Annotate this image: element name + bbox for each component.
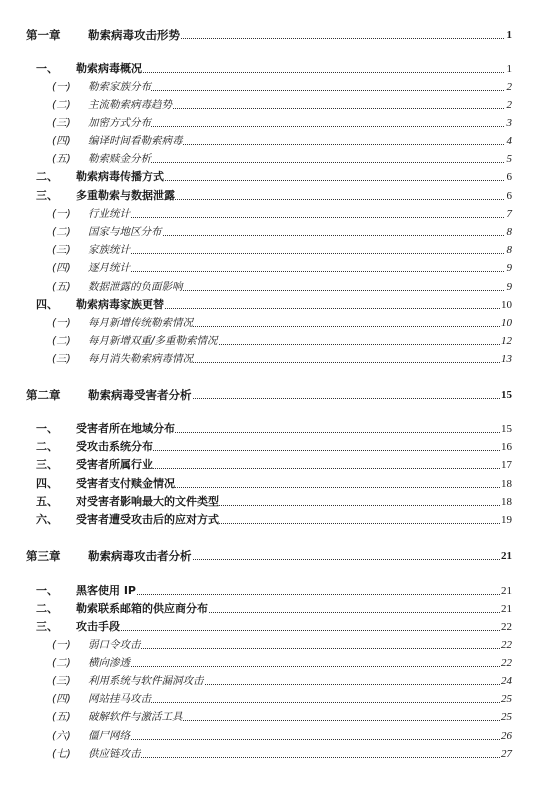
entry-title: 受害者所在地域分布 <box>76 422 175 435</box>
entry-title: 对受害者影响最大的文件类型 <box>76 495 219 508</box>
entry-number: (一) <box>52 81 71 93</box>
entry-page: 8 <box>506 226 512 238</box>
entry-page: 10 <box>501 299 512 311</box>
dot-leader <box>90 702 504 703</box>
entry-page: 24 <box>501 675 512 687</box>
toc-entry-subsection[interactable] <box>0 709 557 725</box>
toc-entry-subsection[interactable] <box>0 655 557 671</box>
entry-number: (五) <box>52 711 71 723</box>
entry-page: 15 <box>501 423 512 435</box>
toc-entry-subsection[interactable] <box>0 691 557 707</box>
entry-page: 15 <box>501 389 512 401</box>
entry-title: 每月新增传统勒索情况 <box>88 317 193 329</box>
entry-title: 勒索病毒攻击者分析 <box>88 549 192 563</box>
toc-entry-section[interactable] <box>0 297 557 313</box>
toc-entry-subsection[interactable] <box>0 224 557 240</box>
entry-page: 19 <box>501 514 512 526</box>
toc-entry-section[interactable] <box>0 421 557 437</box>
entry-number: 四、 <box>36 298 58 311</box>
entry-title: 每月新增双重/多重勒索情况 <box>88 335 218 347</box>
entry-number: (四) <box>52 262 71 274</box>
toc-entry-section[interactable] <box>0 188 557 204</box>
entry-page: 18 <box>501 478 512 490</box>
entry-number: (二) <box>52 99 71 111</box>
entry-title: 受害者遭受攻击后的应对方式 <box>76 513 219 526</box>
entry-title: 弱口令攻击 <box>88 639 141 651</box>
toc-entry-section[interactable] <box>0 476 557 492</box>
toc-entry-section[interactable] <box>0 619 557 635</box>
entry-page: 18 <box>501 496 512 508</box>
toc-entry-subsection[interactable] <box>0 637 557 653</box>
entry-title: 利用系统与软件漏洞攻击 <box>88 675 204 687</box>
toc-entry-section[interactable] <box>0 512 557 528</box>
entry-title: 编译时间看勒索病毒 <box>88 135 183 147</box>
entry-number: (六) <box>52 730 71 742</box>
entry-number: 一、 <box>36 62 58 75</box>
toc-entry-chapter[interactable] <box>0 387 557 403</box>
entry-number: 六、 <box>36 513 58 526</box>
toc-entry-section[interactable] <box>0 61 557 77</box>
entry-title: 勒索赎金分析 <box>88 153 151 165</box>
entry-number: 第三章 <box>26 549 61 563</box>
entry-page: 6 <box>506 171 512 183</box>
entry-number: 三、 <box>36 458 58 471</box>
dot-leader <box>90 162 504 163</box>
entry-number: (五) <box>52 281 71 293</box>
entry-title: 攻击手段 <box>76 620 120 633</box>
entry-page: 9 <box>506 281 512 293</box>
entry-page: 16 <box>501 441 512 453</box>
entry-number: 二、 <box>36 602 58 615</box>
entry-page: 2 <box>506 81 512 93</box>
toc-entry-subsection[interactable] <box>0 151 557 167</box>
dot-leader <box>90 757 504 758</box>
entry-title: 数据泄露的负面影响 <box>88 281 183 293</box>
toc-entry-section[interactable] <box>0 457 557 473</box>
entry-number: 二、 <box>36 440 58 453</box>
dot-leader <box>90 648 504 649</box>
entry-title: 勒索联系邮箱的供应商分布 <box>76 602 208 615</box>
dot-leader <box>90 90 504 91</box>
entry-number: 二、 <box>36 170 58 183</box>
entry-number: (三) <box>52 353 71 365</box>
entry-title: 勒索病毒传播方式 <box>76 170 164 183</box>
entry-page: 2 <box>506 99 512 111</box>
entry-number: (二) <box>52 657 71 669</box>
toc-entry-subsection[interactable] <box>0 728 557 744</box>
entry-number: 五、 <box>36 495 58 508</box>
entry-title: 加密方式分布 <box>88 117 151 129</box>
entry-number: (二) <box>52 335 71 347</box>
toc-entry-section[interactable] <box>0 439 557 455</box>
entry-title: 行业统计 <box>88 208 130 220</box>
toc-entry-section[interactable] <box>0 583 557 599</box>
entry-page: 22 <box>501 639 512 651</box>
entry-title: 勒索病毒受害者分析 <box>88 388 192 402</box>
entry-number: (五) <box>52 153 71 165</box>
entry-page: 17 <box>501 459 512 471</box>
toc-entry-subsection[interactable] <box>0 315 557 331</box>
toc-entry-section[interactable] <box>0 169 557 185</box>
entry-page: 1 <box>506 29 512 41</box>
toc-entry-subsection[interactable] <box>0 97 557 113</box>
entry-title: 勒索病毒家族更替 <box>76 298 164 311</box>
entry-number: (一) <box>52 639 71 651</box>
toc-entry-subsection[interactable] <box>0 115 557 131</box>
dot-leader <box>90 217 504 218</box>
entry-number: (四) <box>52 693 71 705</box>
toc-entry-subsection[interactable] <box>0 133 557 149</box>
toc-entry-subsection[interactable] <box>0 279 557 295</box>
entry-title: 网站挂马攻击 <box>88 693 151 705</box>
entry-title: 家族统计 <box>88 244 130 256</box>
entry-title: 勒索病毒攻击形势 <box>88 28 180 42</box>
entry-page: 10 <box>501 317 512 329</box>
entry-title: 勒索家族分布 <box>88 81 151 93</box>
entry-number: (三) <box>52 675 71 687</box>
dot-leader <box>90 666 504 667</box>
toc-entry-subsection[interactable] <box>0 206 557 222</box>
entry-number: (三) <box>52 244 71 256</box>
entry-page: 4 <box>506 135 512 147</box>
toc-entry-subsection[interactable] <box>0 79 557 95</box>
dot-leader <box>90 739 504 740</box>
dot-leader <box>90 253 504 254</box>
entry-title: 受害者支付赎金情况 <box>76 477 175 490</box>
entry-title: 黑客使用 IP <box>76 584 136 597</box>
entry-title: 僵尸网络 <box>88 730 130 742</box>
toc-entry-subsection[interactable] <box>0 242 557 258</box>
entry-page: 26 <box>501 730 512 742</box>
entry-title: 受攻击系统分布 <box>76 440 153 453</box>
entry-number: 三、 <box>36 189 58 202</box>
entry-page: 3 <box>506 117 512 129</box>
entry-page: 22 <box>501 657 512 669</box>
toc-entry-subsection[interactable] <box>0 746 557 762</box>
toc-entry-subsection[interactable] <box>0 260 557 276</box>
entry-title: 破解软件与激活工具 <box>88 711 183 723</box>
entry-title: 多重勒索与数据泄露 <box>76 189 175 202</box>
toc-entry-subsection[interactable] <box>0 333 557 349</box>
entry-page: 21 <box>501 585 512 597</box>
entry-number: (四) <box>52 135 71 147</box>
entry-page: 9 <box>506 262 512 274</box>
entry-number: 第二章 <box>26 388 61 402</box>
toc-entry-chapter[interactable] <box>0 548 557 564</box>
entry-page: 6 <box>506 190 512 202</box>
entry-number: 四、 <box>36 477 58 490</box>
entry-page: 1 <box>506 63 512 75</box>
entry-page: 21 <box>501 603 512 615</box>
entry-title: 受害者所属行业 <box>76 458 153 471</box>
entry-page: 13 <box>501 353 512 365</box>
entry-page: 7 <box>506 208 512 220</box>
entry-number: 第一章 <box>26 28 61 42</box>
entry-number: (一) <box>52 208 71 220</box>
entry-page: 5 <box>506 153 512 165</box>
entry-number: 一、 <box>36 584 58 597</box>
dot-leader <box>78 594 504 595</box>
entry-page: 27 <box>501 748 512 760</box>
entry-title: 每月消失勒索病毒情况 <box>88 353 193 365</box>
toc-entry-chapter[interactable] <box>0 27 557 43</box>
entry-title: 勒索病毒概况 <box>76 62 142 75</box>
toc-entry-section[interactable] <box>0 601 557 617</box>
dot-leader <box>90 126 504 127</box>
toc-entry-section[interactable] <box>0 494 557 510</box>
entry-page: 21 <box>501 550 512 562</box>
entry-title: 逐月统计 <box>88 262 130 274</box>
entry-number: (三) <box>52 117 71 129</box>
entry-title: 横向渗透 <box>88 657 130 669</box>
entry-title: 供应链攻击 <box>88 748 141 760</box>
entry-title: 国家与地区分布 <box>88 226 162 238</box>
entry-number: 一、 <box>36 422 58 435</box>
dot-leader <box>78 630 504 631</box>
dot-leader <box>90 271 504 272</box>
entry-number: (一) <box>52 317 71 329</box>
entry-page: 22 <box>501 621 512 633</box>
entry-page: 25 <box>501 693 512 705</box>
entry-page: 12 <box>501 335 512 347</box>
entry-number: (二) <box>52 226 71 238</box>
entry-number: 三、 <box>36 620 58 633</box>
entry-number: (七) <box>52 748 71 760</box>
toc-entry-subsection[interactable] <box>0 673 557 689</box>
entry-title: 主流勒索病毒趋势 <box>88 99 172 111</box>
entry-page: 8 <box>506 244 512 256</box>
toc-entry-subsection[interactable] <box>0 351 557 367</box>
entry-page: 25 <box>501 711 512 723</box>
